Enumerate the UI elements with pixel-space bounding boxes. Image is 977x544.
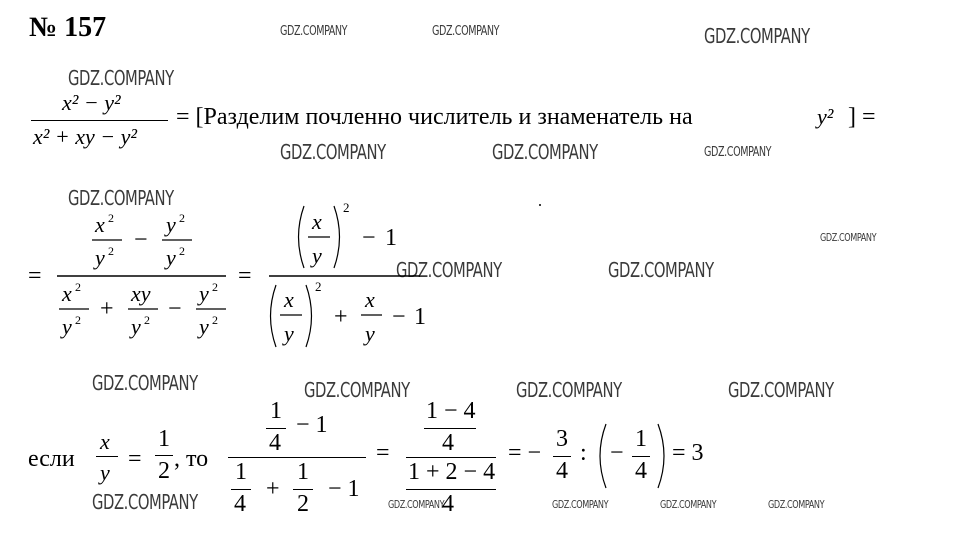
watermark: GDZ.COMPANY [704, 24, 810, 48]
n1: 1 − 4 [426, 398, 476, 424]
svg-text:y: y [284, 321, 294, 346]
word-if: если [28, 446, 75, 472]
result-equals-minus: = − [508, 440, 542, 466]
svg-text:y: y [166, 212, 176, 237]
num-one: 1 [270, 398, 282, 424]
svg-text:2: 2 [108, 244, 114, 258]
svg-text:1: 1 [414, 304, 426, 330]
neg-sign: − [610, 440, 624, 466]
num-minus-one: − 1 [296, 412, 328, 438]
svg-text:x: x [312, 209, 322, 234]
equals: = [128, 446, 142, 472]
watermark: GDZ.COMPANY [68, 66, 174, 90]
y-squared: y² [817, 104, 834, 129]
svg-text:x: x [284, 287, 294, 312]
svg-text:y: y [62, 314, 72, 339]
svg-text:2: 2 [75, 280, 81, 294]
equals: = [376, 440, 390, 466]
watermark: GDZ.COMPANY [68, 186, 174, 210]
watermark: GDZ.COMPANY [304, 378, 410, 402]
svg-text:2: 2 [108, 211, 114, 225]
svg-text:2: 2 [212, 280, 218, 294]
svg-text:2: 2 [179, 244, 185, 258]
final-result: = 3 [672, 440, 704, 466]
watermark: GDZ.COMPANY [768, 498, 825, 511]
three: 3 [556, 426, 568, 452]
four: 4 [635, 458, 647, 484]
watermark: GDZ.COMPANY [516, 378, 622, 402]
problem-number: № 157 [29, 12, 107, 43]
svg-text:=: = [28, 263, 42, 289]
watermark: GDZ.COMPANY [492, 140, 598, 164]
watermark: GDZ.COMPANY [608, 258, 714, 282]
svg-text:+: + [334, 304, 348, 330]
one: 1 [635, 426, 647, 452]
num-four: 4 [269, 430, 281, 456]
watermark: GDZ.COMPANY [432, 24, 500, 39]
watermark: GDZ.COMPANY [552, 498, 609, 511]
word-then: , то [174, 446, 209, 472]
watermark: GDZ.COMPANY [396, 258, 502, 282]
svg-text:x: x [365, 287, 375, 312]
four: 4 [556, 458, 568, 484]
fraction-numerator: x² − y² [62, 90, 121, 115]
svg-text:2: 2 [315, 279, 322, 294]
watermark: GDZ.COMPANY [280, 24, 348, 39]
svg-text:x: x [62, 281, 72, 306]
svg-text:y: y [365, 321, 375, 346]
den-two: 2 [297, 491, 309, 517]
svg-text:+: + [100, 296, 114, 322]
svg-text:1: 1 [385, 225, 397, 251]
svg-text:y: y [131, 314, 141, 339]
half-denominator: 2 [158, 458, 170, 484]
watermark: GDZ.COMPANY [660, 498, 717, 511]
svg-text:2: 2 [343, 200, 350, 215]
svg-text:−: − [392, 304, 406, 330]
svg-text:−: − [362, 225, 376, 251]
watermark: GDZ.COMPANY [280, 140, 386, 164]
svg-text:y: y [166, 245, 176, 270]
svg-text:=: = [238, 263, 252, 289]
watermark: GDZ.COMPANY [388, 498, 445, 511]
svg-text:y: y [95, 245, 105, 270]
watermark: GDZ.COMPANY [704, 145, 772, 160]
svg-text:x: x [95, 212, 105, 237]
d2: 4 [442, 491, 454, 517]
watermark: GDZ.COMPANY [728, 378, 834, 402]
frac-x: x [100, 429, 110, 454]
half-numerator: 1 [158, 426, 170, 452]
n2: 1 + 2 − 4 [408, 459, 496, 485]
watermark: GDZ.COMPANY [92, 371, 198, 395]
line1-close: ] = [848, 104, 876, 130]
den-plus: + [266, 476, 280, 502]
watermark: GDZ.COMPANY [820, 231, 877, 244]
frac-y: y [100, 460, 110, 485]
svg-text:2: 2 [212, 313, 218, 327]
svg-text:−: − [168, 296, 182, 322]
svg-text:y: y [312, 243, 322, 268]
line1-text: = [Разделим почленно числитель и знаменатель на [176, 104, 693, 130]
d1: 4 [442, 430, 454, 456]
den-one-b: 1 [297, 459, 309, 485]
den-one-a: 1 [235, 459, 247, 485]
svg-text:xy: xy [131, 281, 151, 306]
watermark: GDZ.COMPANY [92, 490, 198, 514]
fraction-denominator: x² + xy − y² [33, 124, 137, 149]
den-four: 4 [234, 491, 246, 517]
svg-text:2: 2 [179, 211, 185, 225]
svg-text:y: y [199, 314, 209, 339]
svg-text:y: y [199, 281, 209, 306]
den-minus-one: − 1 [328, 476, 360, 502]
svg-text:2: 2 [144, 313, 150, 327]
colon: : [580, 440, 587, 466]
svg-text:−: − [134, 227, 148, 253]
svg-text:2: 2 [75, 313, 81, 327]
